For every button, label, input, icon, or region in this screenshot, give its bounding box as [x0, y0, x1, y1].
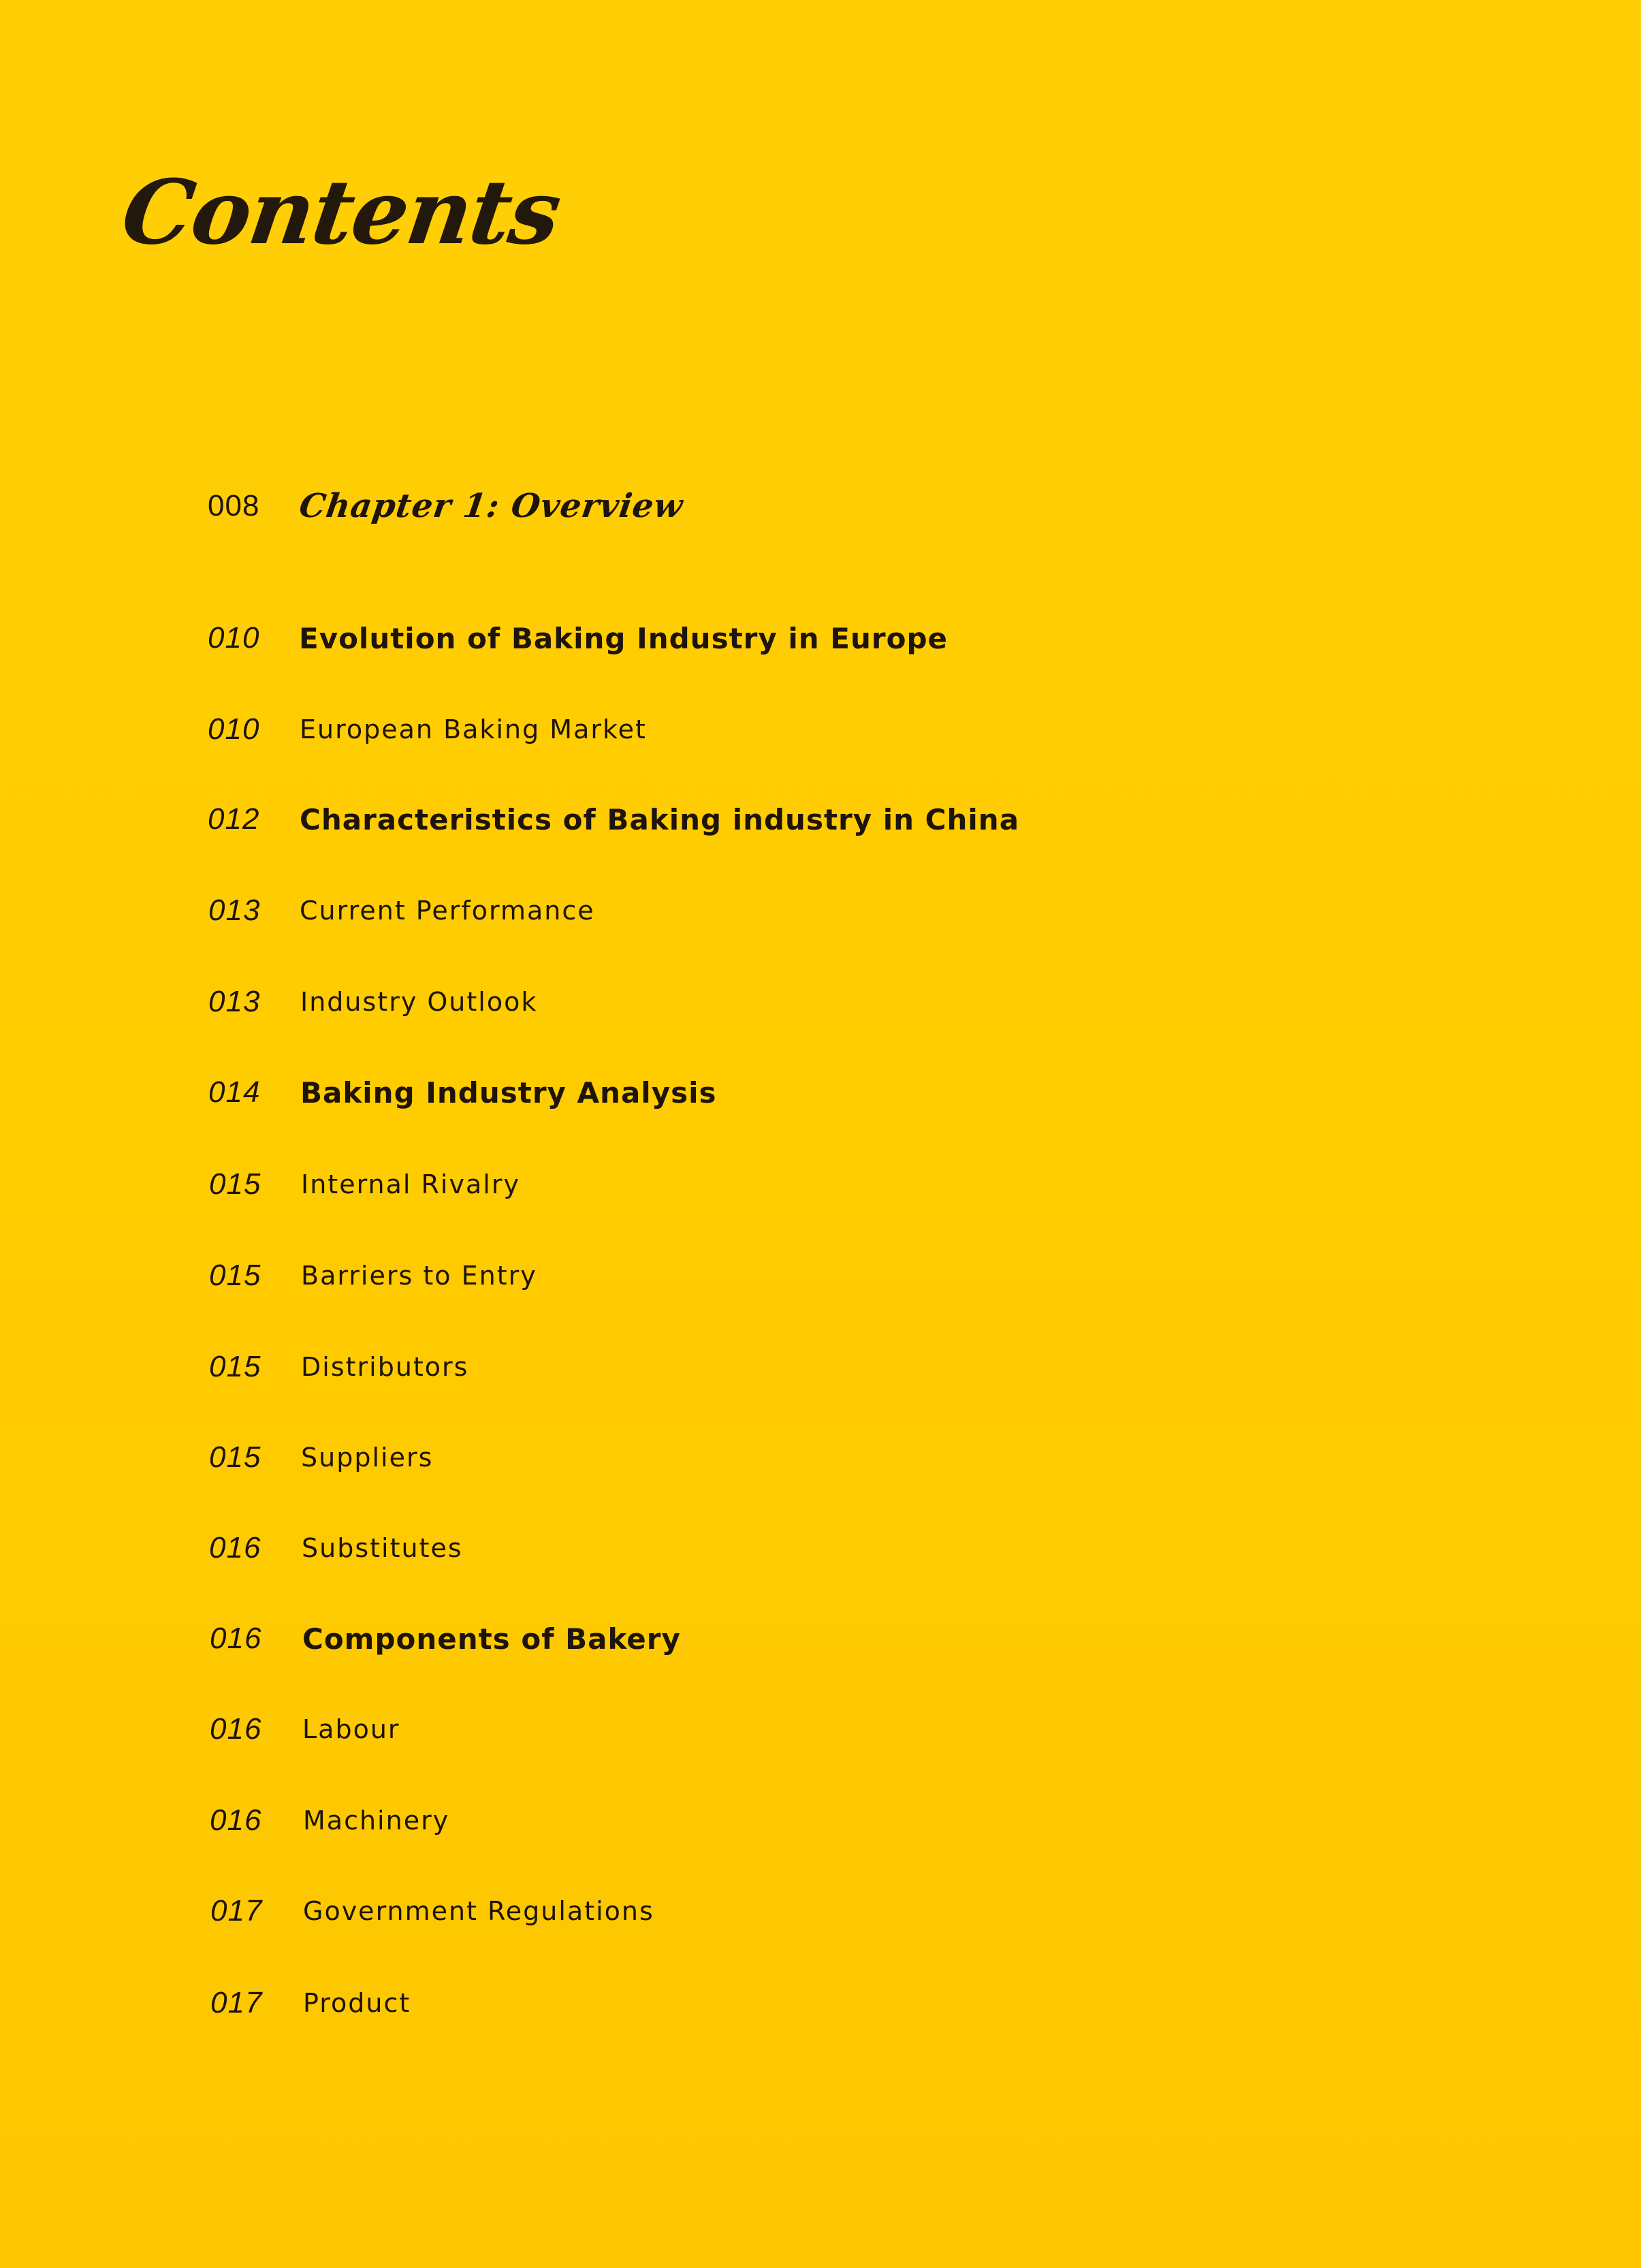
toc-page-number: 017 [210, 1894, 263, 1927]
toc-page-number: 016 [210, 1712, 262, 1746]
toc-page-number: 017 [210, 1986, 263, 2019]
toc-page-number: 014 [208, 1075, 261, 1109]
toc-entry-label: Evolution of Baking Industry in Europe [299, 621, 948, 655]
toc-page-number: 015 [209, 1259, 261, 1292]
toc-entry-label: Labour [302, 1714, 400, 1744]
toc-page-number: 015 [209, 1350, 261, 1383]
toc-page-number: 016 [210, 1804, 262, 1837]
toc-entry-label: Substitutes [302, 1533, 463, 1563]
toc-entry-label: Government Regulations [303, 1896, 654, 1926]
toc-page-number: 008 [208, 489, 260, 522]
toc-page-number: 012 [208, 802, 260, 836]
toc-entry-label: Current Performance [300, 896, 595, 926]
toc-page-number: 013 [208, 985, 261, 1018]
toc-entry-label: Characteristics of Baking industry in China [300, 802, 1020, 836]
toc-page-number: 015 [209, 1167, 261, 1201]
toc-entry-label: Chapter 1: Overview [297, 487, 686, 525]
toc-page-number: 010 [208, 712, 260, 746]
toc-entry-label: Distributors [301, 1352, 469, 1382]
toc-page-number: 016 [209, 1531, 261, 1564]
toc-entry-label: Barriers to Entry [301, 1261, 537, 1291]
toc-entry-label: Suppliers [301, 1443, 434, 1472]
toc-entry-label: Product [303, 1988, 411, 2018]
toc-entry-label: European Baking Market [300, 714, 647, 744]
toc-entry-label: Industry Outlook [300, 987, 538, 1017]
toc-entry-label: Components of Bakery [302, 1622, 681, 1656]
toc-entry-label: Internal Rivalry [301, 1169, 520, 1199]
toc-page-number: 013 [208, 894, 261, 927]
toc-page-number: 010 [208, 621, 260, 655]
toc-page-number: 016 [210, 1622, 262, 1655]
toc-page-number: 015 [209, 1440, 261, 1474]
toc-entry-label: Machinery [303, 1806, 450, 1836]
page-title: Contents [116, 160, 567, 265]
toc-entry-label: Baking Industry Analysis [300, 1075, 717, 1109]
